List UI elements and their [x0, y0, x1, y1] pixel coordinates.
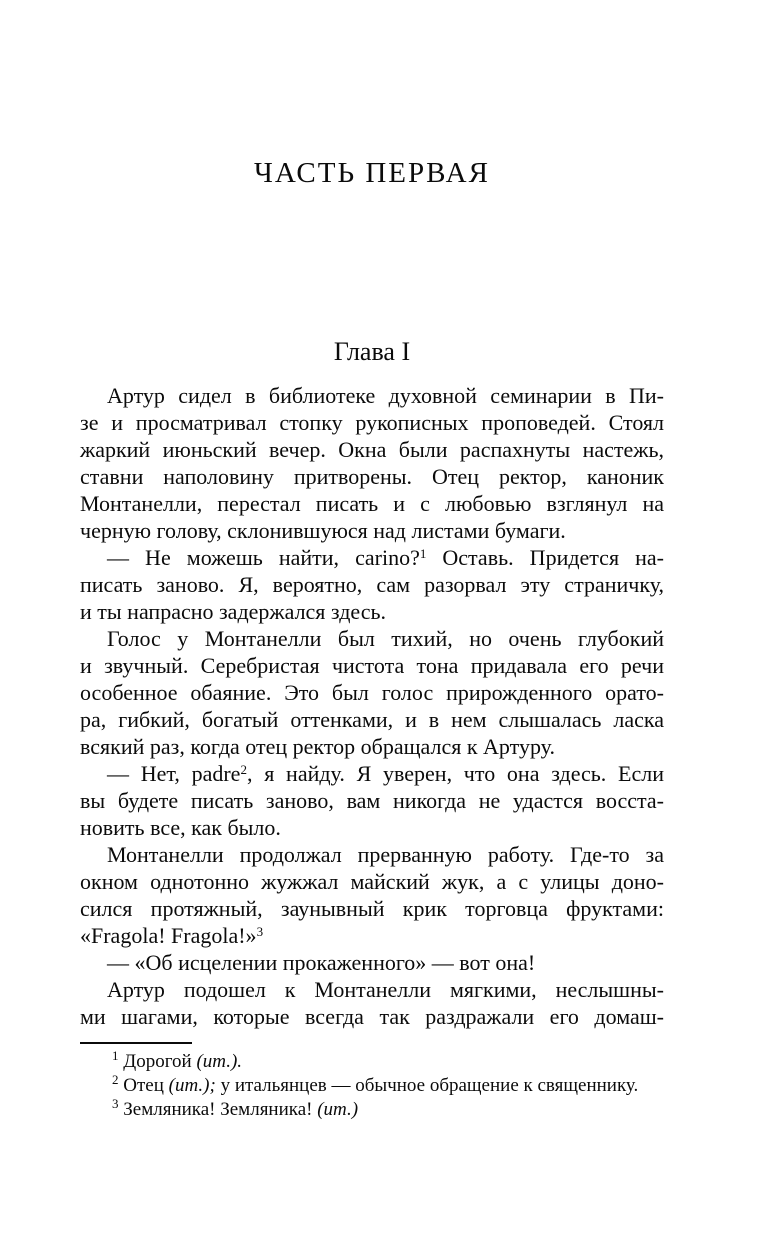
text-line [80, 949, 664, 976]
text-segment: Земляника! Земляника! [123, 1099, 318, 1120]
paragraph [80, 625, 664, 760]
footnote-number: 2 [112, 1072, 119, 1087]
text-segment: черную голову, склонившуюся над листами бумаги. [80, 518, 566, 543]
footnote-marker: 3 [256, 924, 264, 939]
text-segment: Дорогой [123, 1051, 197, 1072]
text-line [80, 571, 664, 598]
text-line [80, 706, 664, 733]
text-segment: ставни наполовину притворены. Отец ректор, каноник [80, 464, 664, 489]
text-segment: вы будете писать заново, вам никогда не удастся восста- [80, 788, 664, 813]
chapter-heading: Глава I [333, 337, 411, 366]
footnotes [80, 1050, 664, 1122]
text-line [80, 868, 664, 895]
text-segment: (ит.); [168, 1075, 216, 1096]
paragraph [80, 949, 664, 976]
text-segment: всякий раз, когда отец ректор обращался к Артуру. [80, 734, 555, 759]
footnote [80, 1074, 664, 1098]
body-text [80, 382, 664, 1030]
text-segment: Артур сидел в библиотеке духовной семинарии в Пи- [107, 383, 664, 408]
text-line [80, 787, 664, 814]
footnote-marker: 1 [419, 546, 427, 561]
paragraph [80, 841, 664, 949]
text-segment: (ит.). [196, 1051, 243, 1072]
text-segment: (ит.) [317, 1099, 359, 1120]
text-segment: у итальянцев — обычное обращение к священнику. [215, 1075, 639, 1096]
text-line [80, 409, 664, 436]
text-segment: Монтанелли, перестал писать и с любовью взглянул на [80, 491, 664, 516]
text-segment: Голос у Монтанелли был тихий, но очень глубокий [107, 626, 664, 651]
text-line [80, 841, 664, 868]
part-title: ЧАСТЬ ПЕРВАЯ [254, 157, 490, 189]
text-segment: и звучный. Серебристая чистота тона придавала его речи [80, 653, 664, 678]
text-segment: , я найду. Я уверен, что она здесь. Если [246, 761, 665, 786]
paragraph [80, 382, 664, 544]
text-line [80, 1003, 664, 1030]
text-line [80, 814, 664, 841]
text-line [80, 517, 664, 544]
text-segment: жаркий июньский вечер. Окна были распахнуты настежь, [80, 437, 664, 462]
text-segment: писать заново. Я, вероятно, сам разорвал эту страничку, [80, 572, 664, 597]
text-segment: Оставь. Придется на- [426, 545, 664, 570]
text-segment: окном однотонно жужжал майский жук, а с улицы доно- [80, 869, 664, 894]
text-segment: Отец [123, 1075, 169, 1096]
text-line [80, 895, 664, 922]
text-segment: особенное обаяние. Это был голос прирожденного орато- [80, 680, 664, 705]
footnote-separator [80, 1042, 192, 1044]
text-segment: зе и просматривал стопку рукописных проповедей. Стоял [80, 410, 664, 435]
text-segment: сился протяжный, заунывный крик торговца фруктами: [80, 896, 664, 921]
text-line [80, 679, 664, 706]
footnote-number: 1 [112, 1048, 119, 1063]
footnote [80, 1050, 664, 1074]
text-line [80, 598, 664, 625]
text-segment: Артур подошел к Монтанелли мягкими, неслышны- [107, 977, 664, 1002]
text-line [80, 922, 664, 949]
text-segment: — Нет, padre [107, 761, 241, 786]
paragraph [80, 976, 664, 1030]
text-line [80, 436, 664, 463]
footnote-number: 3 [112, 1096, 119, 1111]
text-line [80, 490, 664, 517]
text-segment: — Не можешь найти, carino? [107, 545, 420, 570]
text-segment: и ты напрасно задержался здесь. [80, 599, 387, 624]
text-line [80, 652, 664, 679]
text-segment: ра, гибкий, богатый оттенками, и в нем слышалась ласка [80, 707, 664, 732]
text-line [80, 382, 664, 409]
text-segment: новить все, как было. [80, 815, 281, 840]
text-segment: ми шагами, которые всегда так раздражали его домаш- [80, 1004, 664, 1029]
text-line [80, 544, 664, 571]
text-segment: — «Об исцелении прокаженного» — вот она! [107, 950, 536, 975]
paragraph [80, 760, 664, 841]
text-line [80, 976, 664, 1003]
text-line [80, 625, 664, 652]
text-segment: «Fragola! Fragola!» [80, 923, 257, 948]
text-line [80, 733, 664, 760]
footnote [80, 1098, 664, 1122]
footnote-marker: 2 [240, 762, 247, 777]
paragraph [80, 544, 664, 625]
text-line [80, 463, 664, 490]
text-segment: Монтанелли продолжал прерванную работу. Где-то за [107, 842, 664, 867]
text-line [80, 760, 664, 787]
